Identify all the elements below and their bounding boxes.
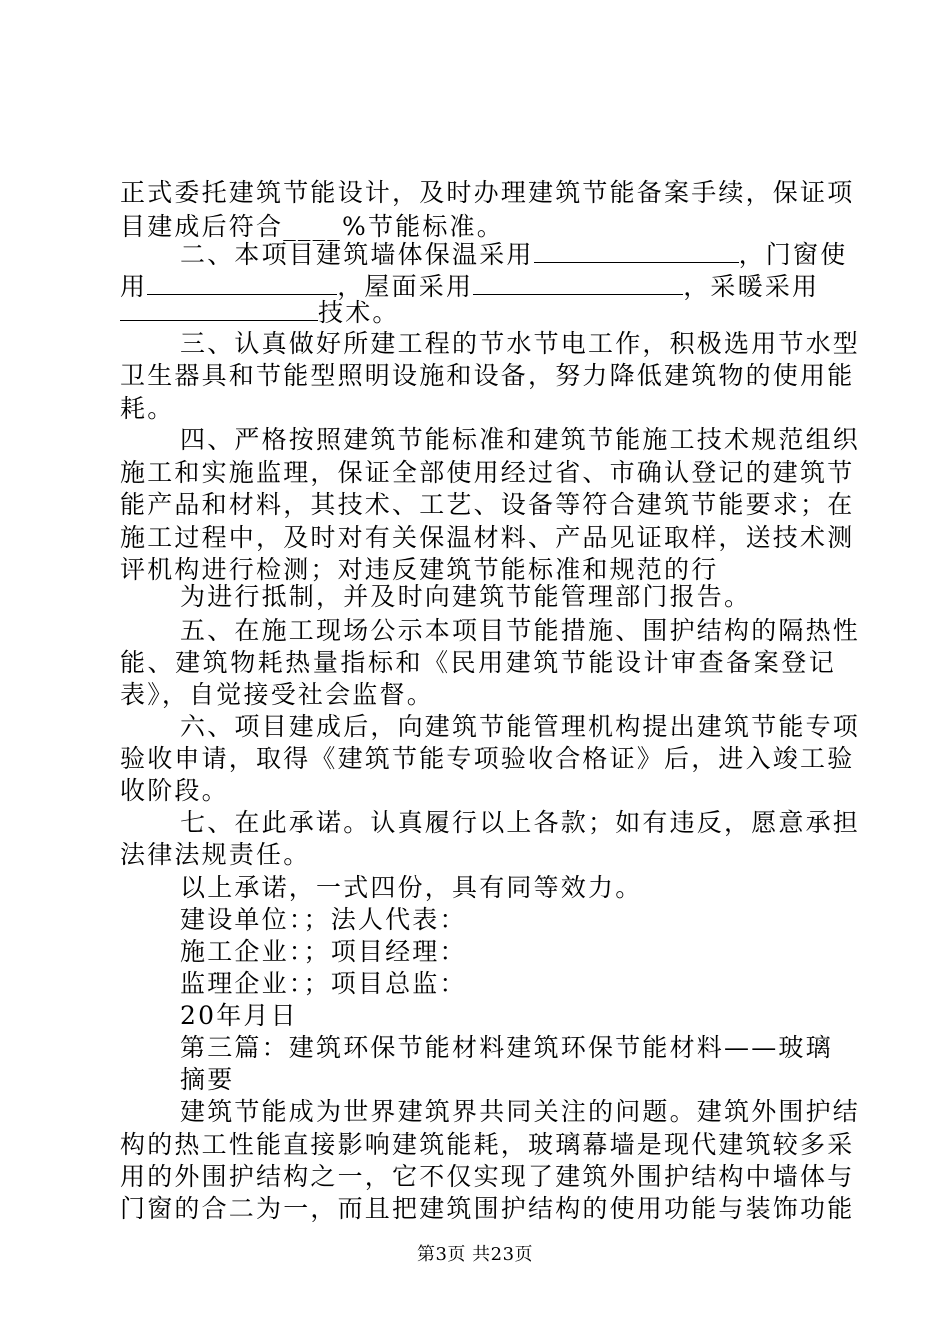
text-line: 能产品和材料，其技术、工艺、设备等符合建筑节能要求；在 — [120, 490, 855, 519]
text-line: 门窗的合二为一，而且把建筑围护结构的使用功能与装饰功能 — [120, 1194, 855, 1223]
page-footer: 第3页 共23页 — [416, 1244, 534, 1265]
blank-field — [473, 270, 683, 295]
text-line: 三、认真做好所建工程的节水节电工作，积极选用节水型 — [180, 329, 861, 358]
text-line: 施工和实施监理，保证全部使用经过省、市确认登记的建筑节 — [120, 458, 855, 487]
text-line: 为进行抵制，并及时向建筑节能管理部门报告。 — [180, 582, 752, 611]
abstract-heading: 摘要 — [180, 1065, 235, 1094]
text-line — [120, 296, 836, 330]
text-line: 评机构进行检测；对违反建筑节能标准和规范的行 — [120, 555, 719, 584]
text-line: 以上承诺，一式四份，具有同等效力。 — [180, 873, 643, 902]
text-line: 卫生器具和节能型照明设施和设备，努力降低建筑物的使用能 — [120, 361, 855, 390]
text-fragment: 技术。 — [318, 298, 400, 327]
text-fragment: ，采暖采用 — [683, 272, 820, 301]
text-line: 施工企业：；项目经理： — [180, 937, 467, 966]
text-line: 法律法规责任。 — [120, 840, 311, 869]
text-line — [180, 238, 848, 272]
text-line: 建设单位：；法人代表： — [180, 905, 467, 934]
text-line: 验收申请，取得《建筑节能专项验收合格证》后，进入竣工验 — [120, 744, 855, 773]
text-line: 四、严格按照建筑节能标准和建筑节能施工技术规范组织 — [180, 425, 861, 454]
blank-field — [534, 238, 739, 263]
text-line: 构的热工性能直接影响建筑能耗，玻璃幕墙是现代建筑较多采 — [120, 1130, 855, 1159]
text-fragment: 二、本项目建筑墙体保温采用 — [180, 240, 534, 269]
text-line: 用的外围护结构之一，它不仅实现了建筑外围护结构中墙体与 — [120, 1162, 855, 1191]
section-heading: 第三篇：建筑环保节能材料建筑环保节能材料——玻璃 — [180, 1033, 833, 1062]
text-line: 五、在施工现场公示本项目节能措施、围护结构的隔热性 — [180, 616, 861, 645]
text-line: 表》，自觉接受社会监督。 — [120, 680, 434, 709]
text-line: 六、项目建成后，向建筑节能管理机构提出建筑节能专项 — [180, 712, 861, 741]
text-line: 能、建筑物耗热量指标和《民用建筑节能设计审查备案登记 — [120, 648, 836, 677]
text-line: 施工过程中，及时对有关保温材料、产品见证取样，送技术测 — [120, 523, 855, 552]
text-line: 七、在此承诺。认真履行以上各款；如有违反，愿意承担 — [180, 808, 861, 837]
text-line: 建筑节能成为世界建筑界共同关注的问题。建筑外围护结 — [180, 1097, 861, 1126]
text-line: 20年月日 — [180, 1001, 298, 1030]
text-fragment: ，屋面采用 — [337, 272, 474, 301]
text-line: 正式委托建筑节能设计，及时办理建筑节能备案手续，保证项 — [120, 178, 855, 207]
text-fragment: 用 — [120, 272, 148, 301]
text-line: 目建成后符合____%节能标准。 — [120, 212, 504, 241]
text-line: 耗。 — [120, 394, 175, 423]
blank-field — [147, 270, 337, 295]
blank-field — [120, 296, 318, 321]
text-fragment: ，门窗使 — [738, 240, 848, 269]
text-line: 监理企业：；项目总监： — [180, 969, 467, 998]
text-line: 收阶段。 — [120, 776, 229, 805]
